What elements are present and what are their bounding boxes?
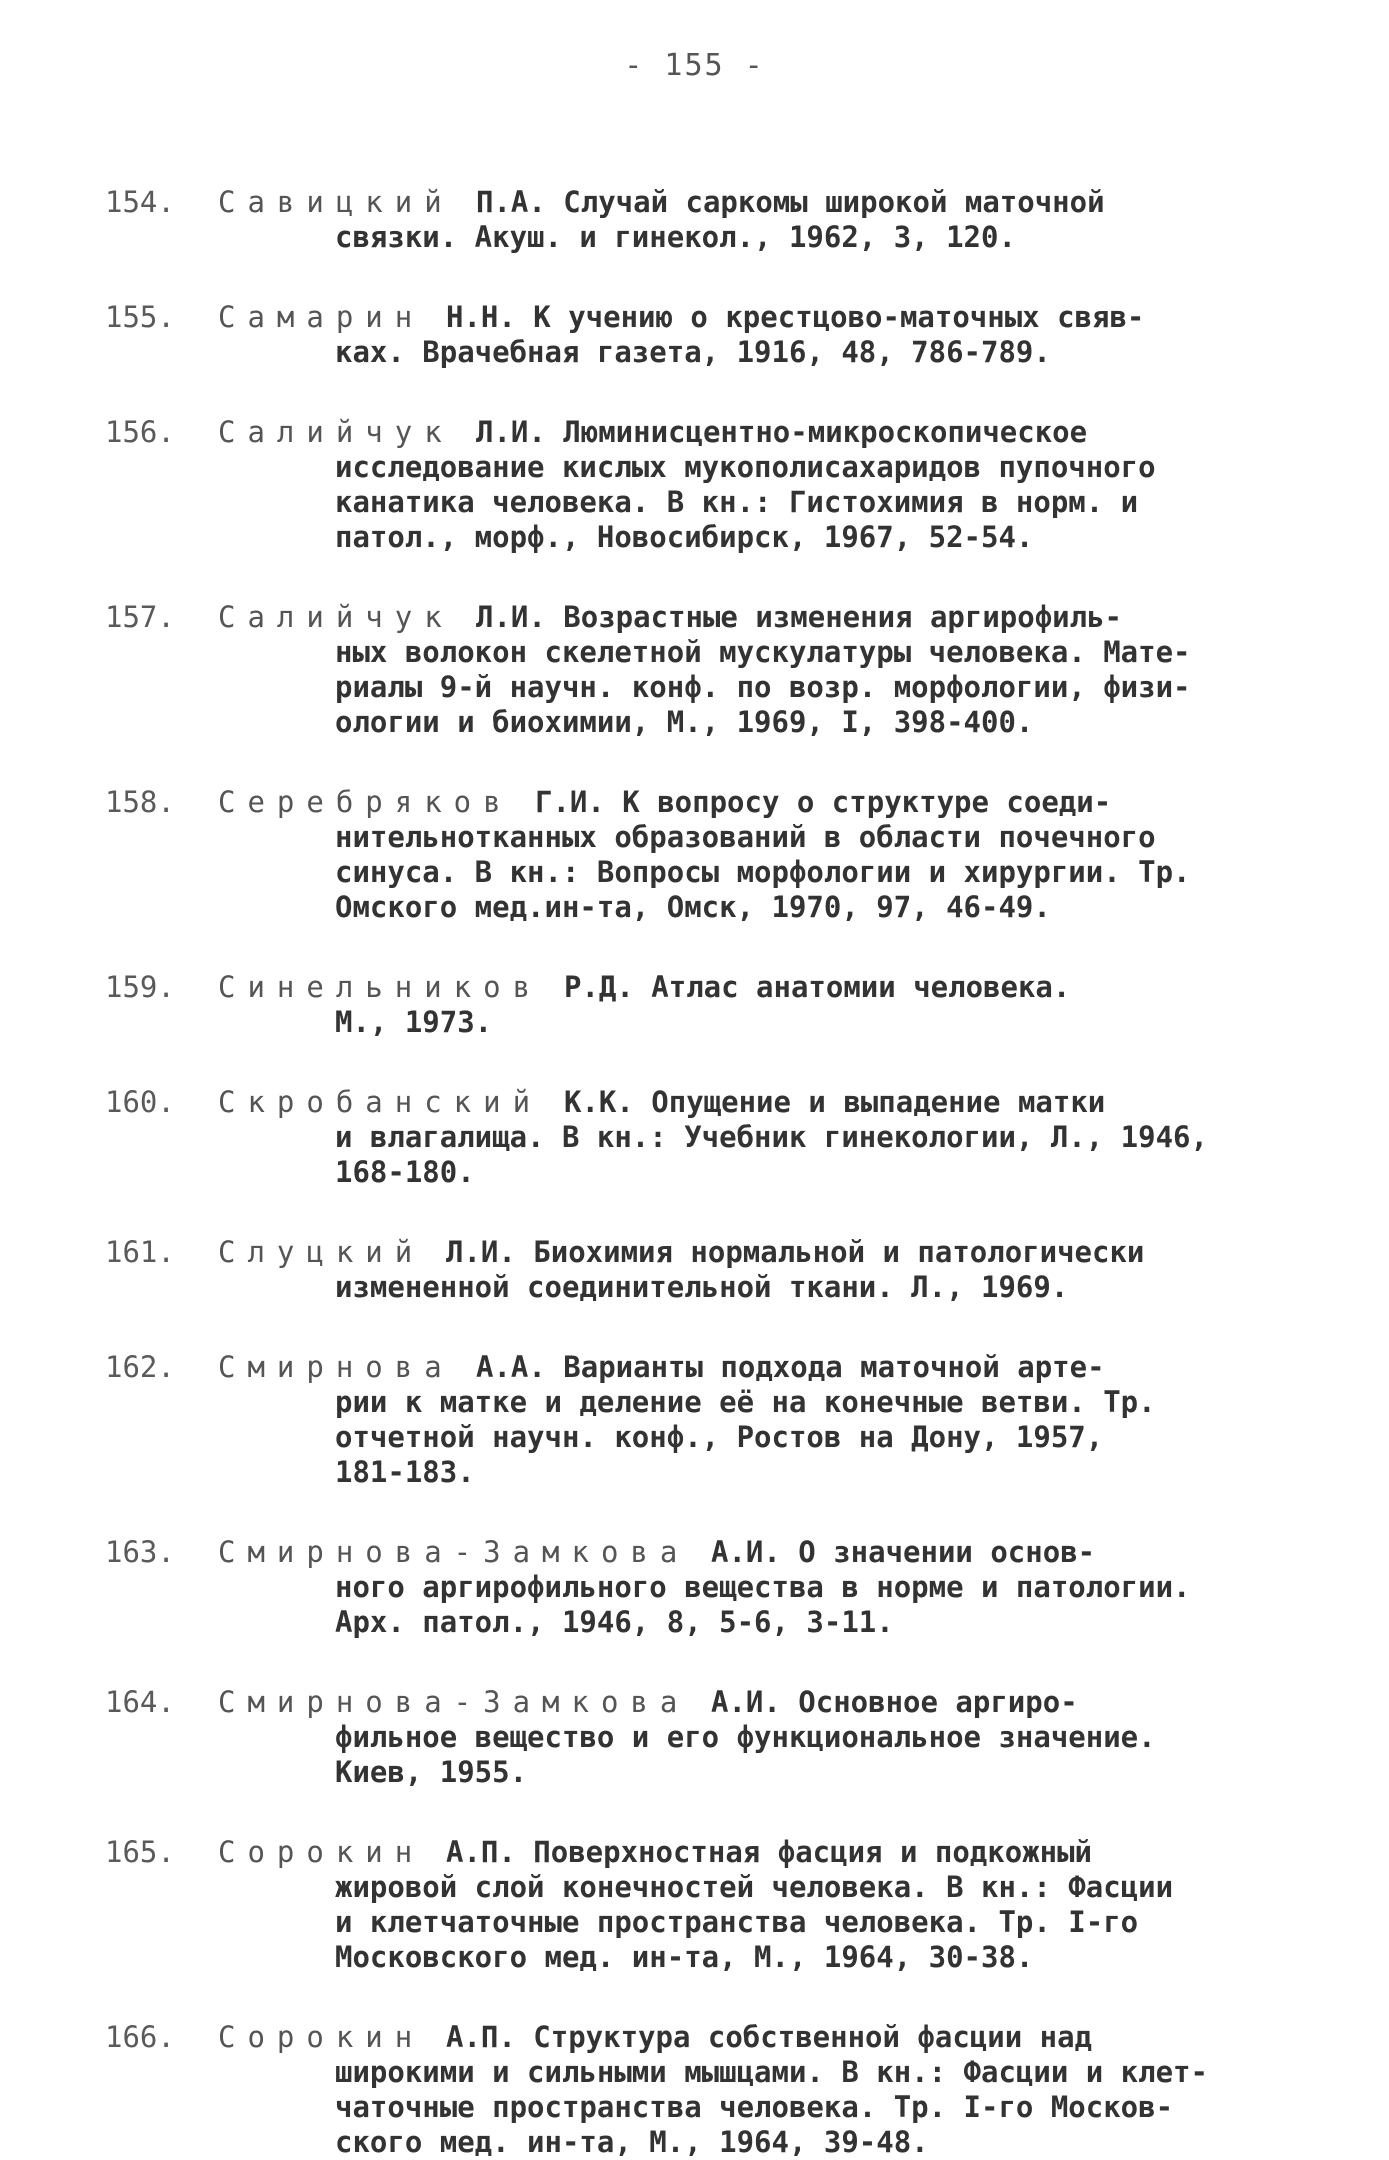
- entry-first-line: А.П. Поверхностная фасция и подкожный: [446, 1835, 1093, 1869]
- entry-number: 160.: [105, 1085, 175, 1119]
- entry-body: [335, 1120, 1295, 1190]
- entry-author: Сорокин: [218, 1835, 425, 1869]
- entry-first-line: Н.Н. К учению о крестцово-маточных свяв-: [446, 300, 1145, 334]
- entry-line: Киев, 1955.: [335, 1755, 528, 1789]
- entry-line: М., 1973.: [335, 1005, 493, 1039]
- entry-author: Синельников: [218, 970, 543, 1004]
- entry-first-line: А.П. Структура собственной фасции над: [446, 2020, 1093, 2054]
- entry-line: фильное вещество и его функциональное значение.: [335, 1720, 1156, 1754]
- entry-body: [335, 1870, 1295, 1975]
- bib-entry: [0, 185, 1389, 255]
- entry-line: рии к матке и деление её на конечные ветви. Тр.: [335, 1385, 1156, 1419]
- entry-body: [335, 1570, 1295, 1640]
- entry-first-line: Р.Д. Атлас анатомии человека.: [564, 970, 1071, 1004]
- entry-author: Смирнова-Замкова: [218, 1685, 690, 1719]
- entry-body: [335, 220, 1295, 255]
- entry-number: 165.: [105, 1835, 175, 1869]
- entry-line: ологии и биохимии, М., 1969, I, 398-400.: [335, 705, 1034, 739]
- entry-first-line: Г.И. К вопросу о структуре соеди-: [535, 785, 1112, 819]
- entry-number: 159.: [105, 970, 175, 1004]
- entry-body: [335, 450, 1295, 555]
- bib-entry: [0, 415, 1389, 555]
- bib-entry: [0, 600, 1389, 740]
- entry-number: 156.: [105, 415, 175, 449]
- entry-number: 161.: [105, 1235, 175, 1269]
- entry-line: и влагалища. В кн.: Учебник гинекологии, Л., 1946,: [335, 1120, 1208, 1154]
- entry-number: 155.: [105, 300, 175, 334]
- entry-line: ского мед. ин-та, М., 1964, 39-48.: [335, 2125, 929, 2159]
- entry-body: [335, 1720, 1295, 1790]
- entry-first-line: А.А. Варианты подхода маточной арте-: [476, 1350, 1105, 1384]
- entry-number: 154.: [105, 185, 175, 219]
- entry-first-line: А.И. О значении основ-: [711, 1535, 1096, 1569]
- entry-number: 163.: [105, 1535, 175, 1569]
- entry-line: ного аргирофильного вещества в норме и патологии.: [335, 1570, 1191, 1604]
- bib-entry: [0, 2020, 1389, 2160]
- entry-body: [335, 1385, 1295, 1490]
- entry-author: Смирнова-Замкова: [218, 1535, 690, 1569]
- entry-body: [335, 635, 1295, 740]
- entry-author: Серебряков: [218, 785, 513, 819]
- entry-line: нительнотканных образований в области почечного: [335, 820, 1156, 854]
- entry-line: связки. Акуш. и гинекол., 1962, 3, 120.: [335, 220, 1016, 254]
- entry-author: Скробанский: [218, 1085, 543, 1119]
- entry-author: Сорокин: [218, 2020, 425, 2054]
- entry-number: 158.: [105, 785, 175, 819]
- entry-body: [335, 1270, 1295, 1305]
- entry-line: ках. Врачебная газета, 1916, 48, 786-789.: [335, 335, 1051, 369]
- entry-author: Савицкий: [218, 185, 454, 219]
- entry-line: ных волокон скелетной мускулатуры человека. Мате-: [335, 635, 1191, 669]
- page-number: - 155 -: [624, 48, 765, 83]
- entry-number: 157.: [105, 600, 175, 634]
- entry-line: синуса. В кн.: Вопросы морфологии и хирургии. Тр.: [335, 855, 1191, 889]
- entry-first-line: Л.И. Возрастные изменения аргирофиль-: [476, 600, 1123, 634]
- entry-line: широкими и сильными мышцами. В кн.: Фасции и клет-: [335, 2055, 1208, 2089]
- bib-entry: [0, 1685, 1389, 1790]
- entry-line: Московского мед. ин-та, М., 1964, 30-38.: [335, 1940, 1034, 1974]
- entry-line: чаточные пространства человека. Тр. I-го Москов-: [335, 2090, 1174, 2124]
- bib-entry: [0, 1350, 1389, 1490]
- bib-entry: [0, 1535, 1389, 1640]
- entry-author: Салийчук: [218, 600, 454, 634]
- entry-body: [335, 1005, 1295, 1040]
- bib-entry: [0, 300, 1389, 370]
- entry-line: Омского мед.ин-та, Омск, 1970, 97, 46-49.: [335, 890, 1051, 924]
- entry-body: [335, 2055, 1295, 2160]
- entry-number: 166.: [105, 2020, 175, 2054]
- entry-line: патол., морф., Новосибирск, 1967, 52-54.: [335, 520, 1034, 554]
- bib-entry: [0, 785, 1389, 925]
- entry-body: [335, 820, 1295, 925]
- entry-line: риалы 9-й научн. конф. по возр. морфологии, физи-: [335, 670, 1191, 704]
- entry-author: Слуцкий: [218, 1235, 425, 1269]
- entry-line: отчетной научн. конф., Ростов на Дону, 1957,: [335, 1420, 1104, 1454]
- entry-author: Салийчук: [218, 415, 454, 449]
- entry-line: 168-180.: [335, 1155, 475, 1189]
- entry-line: жировой слой конечностей человека. В кн.: Фасции: [335, 1870, 1174, 1904]
- entry-author: Смирнова: [218, 1350, 454, 1384]
- bib-entry: [0, 1085, 1389, 1190]
- bib-entry: [0, 1835, 1389, 1975]
- entry-first-line: К.К. Опущение и выпадение матки: [564, 1085, 1106, 1119]
- bib-entry: [0, 1235, 1389, 1305]
- bib-entry: [0, 970, 1389, 1040]
- entry-line: исследование кислых мукополисахаридов пупочного: [335, 450, 1156, 484]
- entry-number: 162.: [105, 1350, 175, 1384]
- entry-line: и клетчаточные пространства человека. Тр. I-го: [335, 1905, 1139, 1939]
- entry-line: измененной соединительной ткани. Л., 1969.: [335, 1270, 1069, 1304]
- entry-first-line: П.А. Случай саркомы широкой маточной: [476, 185, 1105, 219]
- entry-line: Арх. патол., 1946, 8, 5-6, 3-11.: [335, 1605, 894, 1639]
- entry-line: канатика человека. В кн.: Гистохимия в норм. и: [335, 485, 1139, 519]
- entry-number: 164.: [105, 1685, 175, 1719]
- entry-line: 181-183.: [335, 1455, 475, 1489]
- entry-body: [335, 335, 1295, 370]
- entry-first-line: Л.И. Биохимия нормальной и патологически: [446, 1235, 1145, 1269]
- entry-first-line: Л.И. Люминисцентно-микроскопическое: [476, 415, 1088, 449]
- entry-author: Самарин: [218, 300, 425, 334]
- entry-first-line: А.И. Основное аргиро-: [711, 1685, 1078, 1719]
